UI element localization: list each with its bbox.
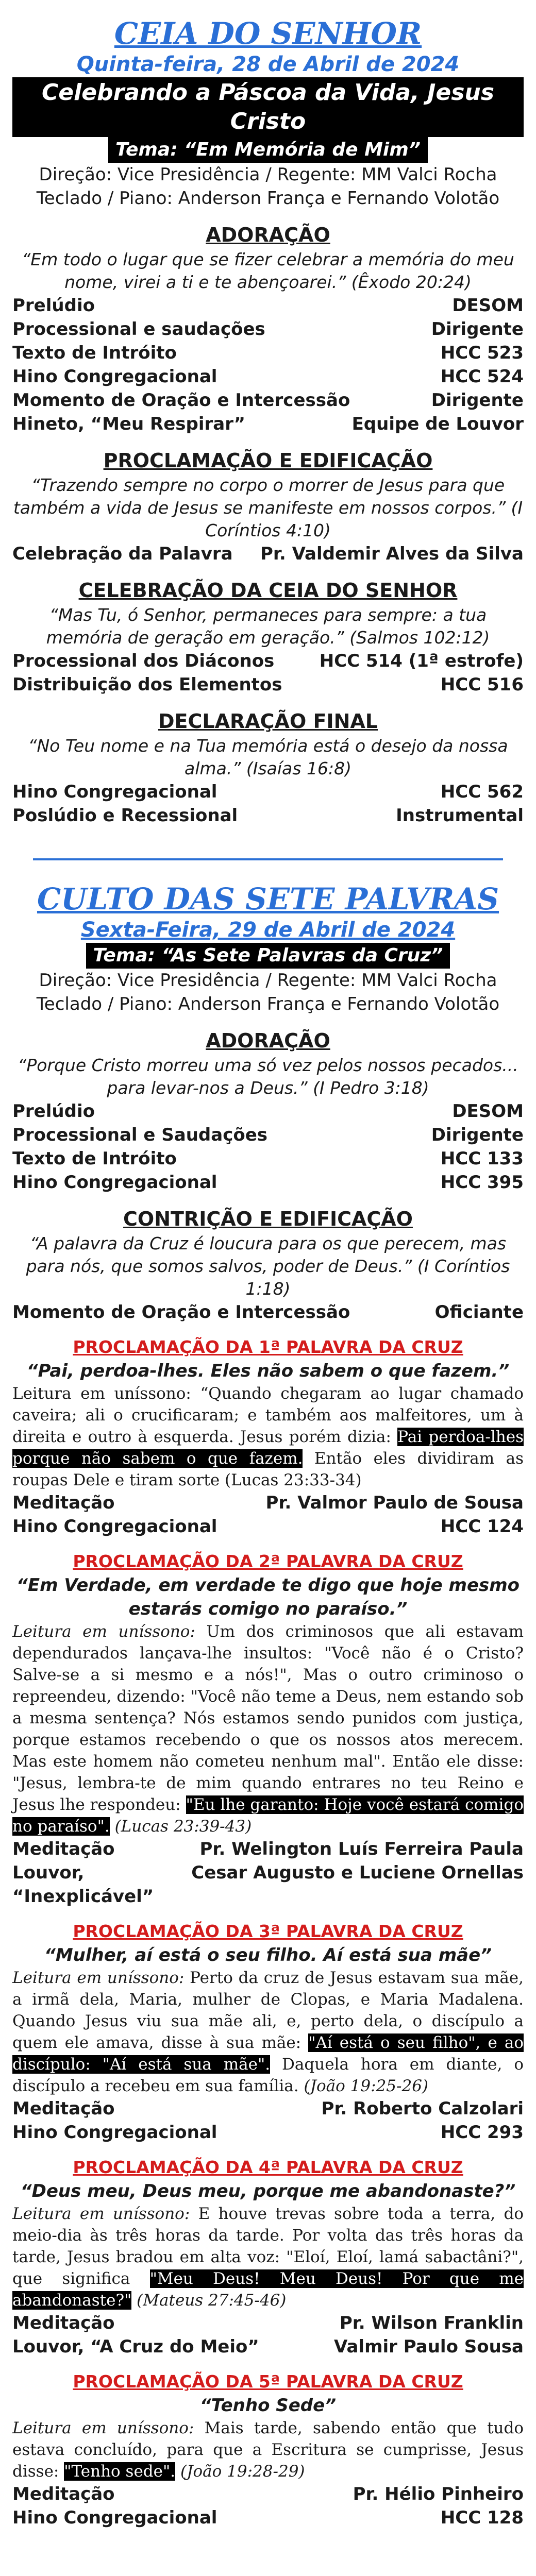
row-label: Hino Congregacional	[12, 2507, 217, 2528]
word-heading: PROCLAMAÇÃO DA 4ª PALAVRA DA CRUZ	[73, 2157, 463, 2177]
row-label: Hino Congregacional	[12, 1516, 217, 1537]
reading-lead: Leitura em uníssono:	[12, 2419, 194, 2437]
word-2-section	[12, 1550, 524, 1908]
word-quote: “Mulher, aí está o seu filho. Aí está sua mãe”	[44, 1945, 492, 1965]
order-row	[12, 317, 524, 341]
word-quote: “Tenho Sede”	[199, 2395, 337, 2416]
section-heading: CONTRIÇÃO E EDIFICAÇÃO	[123, 1208, 413, 1230]
row-value: HCC 562	[440, 782, 524, 802]
row-label: Hino Congregacional	[12, 782, 217, 802]
order-row	[12, 542, 524, 566]
part2-adoracao	[12, 1027, 524, 1194]
section-heading: ADORAÇÃO	[206, 224, 330, 246]
highlighted-word: Pai perdoa-lhes porque não sabem o que fazem.	[12, 1428, 524, 1468]
part2-direction: Direção: Vice Presidência / Regente: MM Valci Rocha	[39, 970, 497, 991]
word-4-section	[12, 2156, 524, 2359]
reading-lead: Leitura em uníssono:	[12, 2205, 190, 2223]
row-value: HCC 395	[440, 1172, 524, 1193]
order-row	[12, 294, 524, 317]
order-row	[12, 1123, 524, 1147]
section-quote: “Porque Cristo morreu uma só vez pelos nossos pecados... para levar-nos a Deus.” (I Pedro 3:18)	[18, 1055, 518, 1098]
program-page	[0, 15, 536, 2576]
part1-title: CEIA DO SENHOR	[114, 16, 422, 51]
part1-final	[12, 708, 524, 827]
order-row	[12, 2506, 524, 2530]
part1-adoracao	[12, 222, 524, 436]
reading-lead: Leitura em uníssono:	[12, 1969, 185, 1987]
word-heading: PROCLAMAÇÃO DA 3ª PALAVRA DA CRUZ	[73, 1921, 463, 1941]
reading-part: Então eles dividiram as roupas Dele e tiram sorte (Lucas 23:33-34)	[12, 1449, 524, 1489]
row-value: Dirigente	[431, 1125, 524, 1145]
order-row	[12, 2335, 524, 2359]
reading-ref: (João 19:25-26)	[298, 2077, 429, 2095]
order-row	[12, 1491, 524, 1515]
part1-proclamacao	[12, 447, 524, 566]
row-label: Distribuição dos Elementos	[12, 674, 282, 695]
highlighted-word: "Eu lhe garanto: Hoje você estará comigo no paraíso".	[12, 1795, 524, 1836]
row-value: HCC 523	[440, 343, 524, 363]
reading-ref: (João 19:28-29)	[175, 2462, 305, 2481]
word-heading: PROCLAMAÇÃO DA 1ª PALAVRA DA CRUZ	[73, 1337, 463, 1357]
row-value: DESOM	[452, 1101, 524, 1122]
word-heading: PROCLAMAÇÃO DA 5ª PALAVRA DA CRUZ	[73, 2371, 463, 2392]
row-label: Hino Congregacional	[12, 1172, 217, 1193]
order-row	[12, 2482, 524, 2506]
row-value: Cesar Augusto e Luciene Ornellas	[191, 1862, 524, 1883]
order-row	[12, 2121, 524, 2144]
row-label: Meditação	[12, 2098, 115, 2119]
order-row	[12, 1861, 524, 1908]
section-heading: PROCLAMAÇÃO E EDIFICAÇÃO	[103, 449, 433, 472]
reading-text	[12, 2203, 524, 2311]
part2-header	[12, 881, 524, 1016]
word-5-section	[12, 2370, 524, 2530]
order-row	[12, 673, 524, 697]
row-value: HCC 293	[440, 2122, 524, 2143]
word-3-section	[12, 1920, 524, 2144]
part1-direction: Direção: Vice Presidência / Regente: MM Valci Rocha	[39, 164, 497, 185]
word-quote: “Deus meu, Deus meu, porque me abandonaste?”	[20, 2181, 516, 2201]
part2-keyboard: Teclado / Piano: Anderson França e Fernando Volotão	[36, 994, 500, 1014]
reading-part: E houve trevas sobre toda a terra, do meio-dia às três horas da tarde. Por volta das três horas da tarde, Jesus bradou em alta voz: "Eloí, Eloí, lamá sabactâni?", que significa	[12, 2205, 524, 2288]
row-value: Pr. Valdemir Alves da Silva	[260, 544, 524, 564]
part2-contricao	[12, 1206, 524, 1324]
highlighted-word: "Aí está o seu filho", e ao discípulo: "Aí está sua mãe".	[12, 2033, 524, 2074]
word-quote: “Pai, perdoa-lhes. Eles não sabem o que fazem.”	[26, 1361, 510, 1381]
order-row	[12, 1837, 524, 1861]
section-heading: ADORAÇÃO	[206, 1029, 330, 1052]
reading-text	[12, 1621, 524, 1837]
reading-ref: (Mateus 27:45-46)	[131, 2291, 287, 2310]
row-label: Processional e Saudações	[12, 1125, 268, 1145]
order-row	[12, 2311, 524, 2335]
row-label: Meditação	[12, 1839, 115, 1859]
highlighted-word: "Meu Deus! Meu Deus! Por que me abandonaste?"	[12, 2269, 524, 2310]
row-label: Momento de Oração e Intercessão	[12, 1302, 350, 1323]
order-row	[12, 412, 524, 436]
part1-header	[12, 15, 524, 210]
row-label: Hineto, “Meu Respirar”	[12, 414, 245, 434]
section-heading: DECLARAÇÃO FINAL	[158, 710, 378, 733]
section-quote: “Mas Tu, ó Senhor, permaneces para sempre: a tua memória de geração em geração.” (Salmos 102:12)	[46, 605, 490, 648]
reading-text	[12, 1967, 524, 2097]
section-quote: “Em todo o lugar que se fizer celebrar a memória do meu nome, virei a ti e te abençoarei.” (Êxodo 20:24)	[22, 249, 514, 292]
reading-part: Leitura em uníssono: “Quando chegaram ao lugar chamado caveira; ali o crucificaram; e também aos malfeitores, um à direita e outro à esquerda. Jesus porém dizia:	[12, 1384, 524, 1446]
reading-part: Daquela hora em diante, o discípulo a recebeu em sua família.	[12, 2055, 524, 2095]
row-label: Louvor, “A Cruz do Meio”	[12, 2336, 259, 2357]
order-row	[12, 1171, 524, 1194]
part1-date: Quinta-feira, 28 de Abril de 2024	[76, 53, 460, 76]
reading-ref: (Lucas 23:39-43)	[109, 1817, 252, 1836]
row-label: Texto de Intróito	[12, 343, 177, 363]
part2-theme: Tema: “As Sete Palavras da Cruz”	[86, 943, 450, 969]
row-label: Meditação	[12, 2313, 115, 2333]
order-row	[12, 365, 524, 388]
row-value: HCC 514 (1ª estrofe)	[319, 651, 524, 671]
order-row	[12, 1300, 524, 1324]
row-value: Instrumental	[396, 805, 524, 826]
row-label: Texto de Intróito	[12, 1148, 177, 1169]
reading-lead: Leitura em uníssono:	[12, 1622, 195, 1641]
reading-text	[12, 1383, 524, 1491]
row-value: HCC 516	[440, 674, 524, 695]
part1-subtitle: Celebrando a Páscoa da Vida, Jesus Cristo	[12, 77, 524, 137]
reading-part: Perto da cruz de Jesus estavam sua mãe, a irmã dela, Maria, mulher de Clopas, e Maria Madalena. Quando Jesus viu sua mãe ali, e, perto dela, o discípulo a quem ele amava, disse à sua mãe:	[12, 1969, 524, 2052]
order-row	[12, 1147, 524, 1171]
row-value: HCC 133	[440, 1148, 524, 1169]
part1-theme: Tema: “Em Memória de Mim”	[108, 137, 428, 163]
word-heading: PROCLAMAÇÃO DA 2ª PALAVRA DA CRUZ	[73, 1551, 463, 1571]
section-quote: “A palavra da Cruz é loucura para os que perecem, mas para nós, que somos salvos, poder de Deus.” (I Coríntios 1:18)	[26, 1233, 510, 1299]
reading-part: Mais tarde, sabendo então que tudo estava concluído, para que a Escritura se cumprisse, Jesus disse:	[12, 2419, 524, 2481]
row-value: Dirigente	[431, 390, 524, 411]
row-value: Equipe de Louvor	[351, 414, 524, 434]
section-quote: “No Teu nome e na Tua memória está o desejo da nossa alma.” (Isaías 16:8)	[28, 736, 508, 778]
row-label: Meditação	[12, 2484, 115, 2504]
part1-keyboard: Teclado / Piano: Anderson França e Fernando Volotão	[36, 188, 500, 209]
row-value: HCC 128	[440, 2507, 524, 2528]
order-row	[12, 1099, 524, 1123]
part1-ceia	[12, 577, 524, 697]
order-row	[12, 1515, 524, 1538]
section-divider	[33, 858, 503, 860]
row-value: HCC 524	[440, 366, 524, 387]
order-row	[12, 804, 524, 827]
row-value: Oficiante	[434, 1302, 524, 1323]
reading-part: Um dos criminosos que ali estavam dependurados lançava-lhe insultos: "Você não é o Cristo? Salve-se a si mesmo e a nós!", Mas o outro criminoso o repreendeu, dizendo: "Você não teme a Deus, nem estando sob a mesma sentença? Nós estamos sendo punidos com justiça, porque estamos recebendo o que os nossos atos merecem. Mas este homem não cometeu nenhum mal". Então ele disse: "Jesus, lembra-te de mim quando entrares no teu Reino e Jesus lhe respondeu:	[12, 1622, 524, 1814]
order-row	[12, 388, 524, 412]
row-value: Pr. Wilson Franklin	[339, 2313, 524, 2333]
order-row	[12, 2097, 524, 2121]
row-value: Valmir Paulo Sousa	[334, 2336, 524, 2357]
row-label: Momento de Oração e Intercessão	[12, 390, 350, 411]
row-label: Hino Congregacional	[12, 2122, 217, 2143]
order-row	[12, 780, 524, 804]
row-value: Dirigente	[431, 319, 524, 340]
row-label: Prelúdio	[12, 295, 95, 316]
part2-title: CULTO DAS SETE PALVRAS	[37, 882, 499, 917]
row-value: Pr. Welington Luís Ferreira Paula	[199, 1839, 524, 1859]
order-row	[12, 649, 524, 673]
row-label: Prelúdio	[12, 1101, 95, 1122]
row-value: DESOM	[452, 295, 524, 316]
word-1-section	[12, 1335, 524, 1538]
row-label: Louvor, “Inexplicável”	[12, 1862, 154, 1907]
highlighted-word: "Tenho sede".	[64, 2462, 176, 2481]
reading-text	[12, 2417, 524, 2482]
row-value: Pr. Hélio Pinheiro	[353, 2484, 524, 2504]
row-label: Processional dos Diáconos	[12, 651, 275, 671]
section-heading: CELEBRAÇÃO DA CEIA DO SENHOR	[78, 579, 458, 602]
row-label: Meditação	[12, 1493, 115, 1513]
row-label: Processional e saudações	[12, 319, 265, 340]
row-value: Pr. Valmor Paulo de Sousa	[265, 1493, 524, 1513]
row-label: Hino Congregacional	[12, 366, 217, 387]
word-quote: “Em Verdade, em verdade te digo que hoje mesmo estarás comigo no paraíso.”	[16, 1575, 520, 1619]
row-value: HCC 124	[440, 1516, 524, 1537]
row-label: Poslúdio e Recessional	[12, 805, 238, 826]
order-row	[12, 341, 524, 365]
row-label: Celebração da Palavra	[12, 544, 233, 564]
section-quote: “Trazendo sempre no corpo o morrer de Jesus para que também a vida de Jesus se manifeste em nossos corpos.” (I Coríntios 4:10)	[13, 475, 523, 540]
row-value: Pr. Roberto Calzolari	[321, 2098, 524, 2119]
part2-date: Sexta-Feira, 29 de Abril de 2024	[80, 918, 456, 942]
